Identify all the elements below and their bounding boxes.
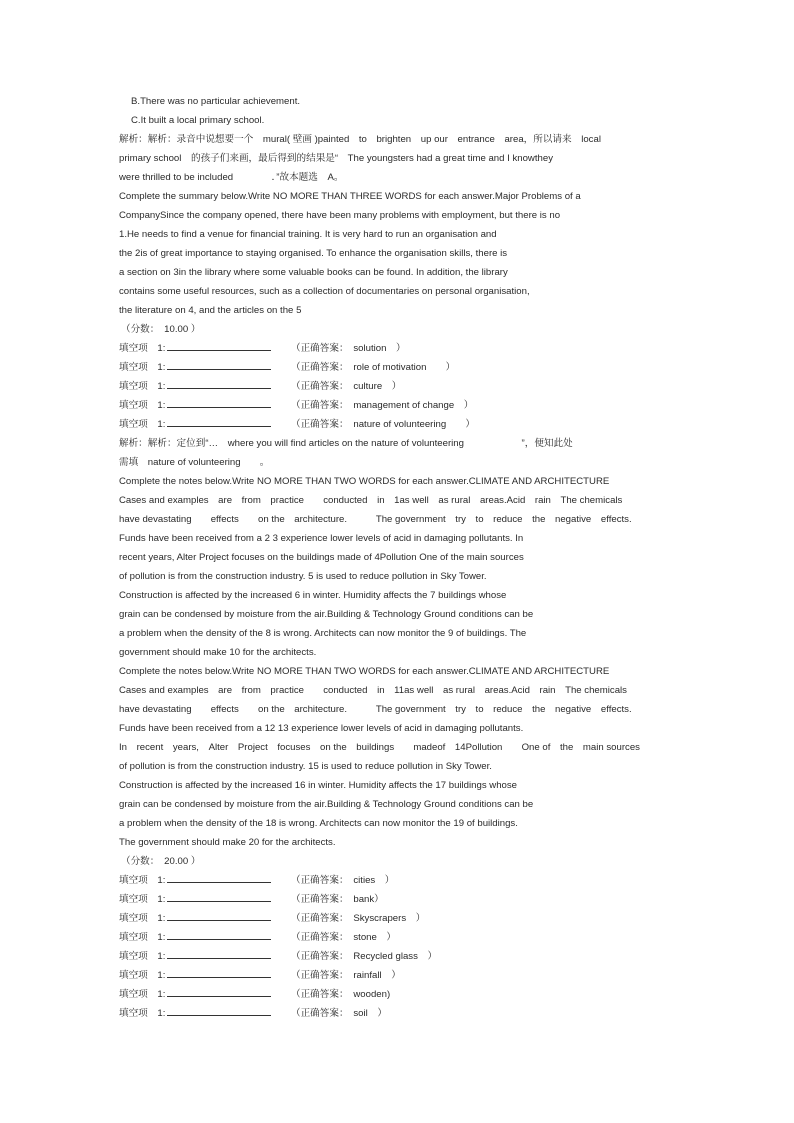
text-line: 解析：解析：录音中说想要一个 mural( 壁画 )painted to brighten up our entrance area，所以请来 local <box>119 134 601 145</box>
text-line: a problem when the density of the 18 is wrong. Architects can now monitor the 19 of buildings. <box>119 818 518 829</box>
score-label: （分数： 20.00 ） <box>121 856 201 867</box>
text-line: Construction is affected by the increased 6 in winter. Humidity affects the 7 buildings whose <box>119 590 507 601</box>
text-line: contains some useful resources, such as a collection of documentaries on personal organisation, <box>119 286 530 297</box>
text-line: 1.He needs to find a venue for financial training. It is very hard to run an organisation and <box>119 229 497 240</box>
answer-list-2 <box>119 871 679 1023</box>
blank-label: 填空项 1: <box>119 894 166 905</box>
fill-blank-item <box>119 928 679 947</box>
text-block-1 <box>119 130 679 320</box>
correct-answer: （正确答案： rainfall ） <box>291 970 401 981</box>
document-content <box>119 92 679 1023</box>
text-line: grain can be condensed by moisture from the air.Building & Technology Ground conditions can be <box>119 609 534 620</box>
blank-line[interactable] <box>167 967 271 978</box>
text-line: Funds have been received from a 2 3 experience lower levels of acid in damaging pollutants. In <box>119 533 524 544</box>
blank-line[interactable] <box>167 948 271 959</box>
option-group <box>119 92 679 130</box>
blank-line[interactable] <box>167 416 271 427</box>
correct-answer: （正确答案： nature of volunteering ） <box>291 419 475 430</box>
text-line: grain can be condensed by moisture from the air.Building & Technology Ground conditions can be <box>119 799 534 810</box>
blank-line[interactable] <box>167 891 271 902</box>
blank-label: 填空项 1: <box>119 932 166 943</box>
text-line: of pollution is from the construction industry. 15 is used to reduce pollution in Sky Tower. <box>119 761 492 772</box>
text-line: Cases and examples are from practice conducted in 1as well as rural areas.Acid rain The chemicals <box>119 495 623 506</box>
correct-answer: （正确答案： role of motivation ） <box>291 362 456 373</box>
text-line: a problem when the density of the 8 is wrong. Architects can now monitor the 9 of buildings. The <box>119 628 527 639</box>
fill-blank-item <box>119 339 679 358</box>
text-line: government should make 10 for the architects. <box>119 647 317 658</box>
fill-blank-item <box>119 1004 679 1023</box>
text-line: Funds have been received from a 12 13 experience lower levels of acid in damaging pollutants. <box>119 723 524 734</box>
score-label: （分数： 10.00 ） <box>121 324 201 335</box>
blank-label: 填空项 1: <box>119 1008 166 1019</box>
correct-answer: （正确答案： cities ） <box>291 875 395 886</box>
correct-answer: （正确答案： solution ） <box>291 343 406 354</box>
text-line: The government should make 20 for the architects. <box>119 837 336 848</box>
blank-label: 填空项 1: <box>119 875 166 886</box>
fill-blank-item <box>119 358 679 377</box>
text-line: Construction is affected by the increased 16 in winter. Humidity affects the 17 buildings whose <box>119 780 518 791</box>
answer-list-1 <box>119 339 679 434</box>
blank-line[interactable] <box>167 378 271 389</box>
blank-line[interactable] <box>167 1005 271 1016</box>
blank-label: 填空项 1: <box>119 362 166 373</box>
blank-label: 填空项 1: <box>119 989 166 1000</box>
blank-line[interactable] <box>167 910 271 921</box>
text-line: Complete the notes below.Write NO MORE THAN TWO WORDS for each answer.CLIMATE AND ARCHITECTURE <box>119 476 610 487</box>
correct-answer: （正确答案： soil ） <box>291 1008 387 1019</box>
text-line: 需填 nature of volunteering 。 <box>119 457 270 468</box>
text-block-2 <box>119 434 679 852</box>
blank-label: 填空项 1: <box>119 381 166 392</box>
blank-line[interactable] <box>167 872 271 883</box>
fill-blank-item <box>119 909 679 928</box>
correct-answer: （正确答案： culture ） <box>291 381 402 392</box>
fill-blank-item <box>119 396 679 415</box>
text-line: Complete the summary below.Write NO MORE THAN THREE WORDS for each answer.Major Problems of a <box>119 191 581 202</box>
correct-answer: （正确答案： wooden) <box>291 989 391 1000</box>
text-line: In recent years, Alter Project focuses on the buildings madeof 14Pollution One of the main sources <box>119 742 640 753</box>
blank-label: 填空项 1: <box>119 419 166 430</box>
correct-answer: （正确答案： Skyscrapers ） <box>291 913 426 924</box>
text-line: CompanySince the company opened, there have been many problems with employment, but there is no <box>119 210 561 221</box>
blank-label: 填空项 1: <box>119 400 166 411</box>
correct-answer: （正确答案： management of change ） <box>291 400 474 411</box>
blank-label: 填空项 1: <box>119 951 166 962</box>
fill-blank-item <box>119 947 679 966</box>
text-line: of pollution is from the construction industry. 5 is used to reduce pollution in Sky Tower. <box>119 571 487 582</box>
text-line: were thrilled to be included ．”故本题选 A。 <box>119 172 344 183</box>
text-line: recent years, Alter Project focuses on the buildings made of 4Pollution One of the main sources <box>119 552 524 563</box>
blank-line[interactable] <box>167 397 271 408</box>
correct-answer: （正确答案： stone ） <box>291 932 397 943</box>
blank-line[interactable] <box>167 340 271 351</box>
text-line: have devastating effects on the architecture. The government try to reduce the negative effects. <box>119 514 632 525</box>
correct-answer: （正确答案： Recycled glass ） <box>291 951 438 962</box>
text-line: Cases and examples are from practice conducted in 11as well as rural areas.Acid rain The chemicals <box>119 685 627 696</box>
blank-line[interactable] <box>167 359 271 370</box>
blank-label: 填空项 1: <box>119 970 166 981</box>
option-b: B.There was no particular achievement. <box>131 96 301 107</box>
fill-blank-item <box>119 415 679 434</box>
correct-answer: （正确答案： bank） <box>291 894 384 905</box>
blank-label: 填空项 1: <box>119 913 166 924</box>
blank-label: 填空项 1: <box>119 343 166 354</box>
fill-blank-item <box>119 871 679 890</box>
fill-blank-item <box>119 890 679 909</box>
option-c: C.It built a local primary school. <box>131 115 265 126</box>
text-line: 解析：解析：定位到“… where you will find articles on the nature of volunteering ”，便知此处 <box>119 438 573 449</box>
text-line: primary school 的孩子们来画，最后得到的结果是“ The youngsters had a great time and I knowthey <box>119 153 553 164</box>
text-line: Complete the notes below.Write NO MORE THAN TWO WORDS for each answer.CLIMATE AND ARCHITECTURE <box>119 666 610 677</box>
text-line: the literature on 4, and the articles on the 5 <box>119 305 302 316</box>
fill-blank-item <box>119 966 679 985</box>
fill-blank-item <box>119 377 679 396</box>
blank-line[interactable] <box>167 986 271 997</box>
text-line: have devastating effects on the architecture. The government try to reduce the negative effects. <box>119 704 632 715</box>
blank-line[interactable] <box>167 929 271 940</box>
fill-blank-item <box>119 985 679 1004</box>
text-line: a section on 3in the library where some valuable books can be found. In addition, the library <box>119 267 508 278</box>
text-line: the 2is of great importance to staying organised. To enhance the organisation skills, there is <box>119 248 508 259</box>
